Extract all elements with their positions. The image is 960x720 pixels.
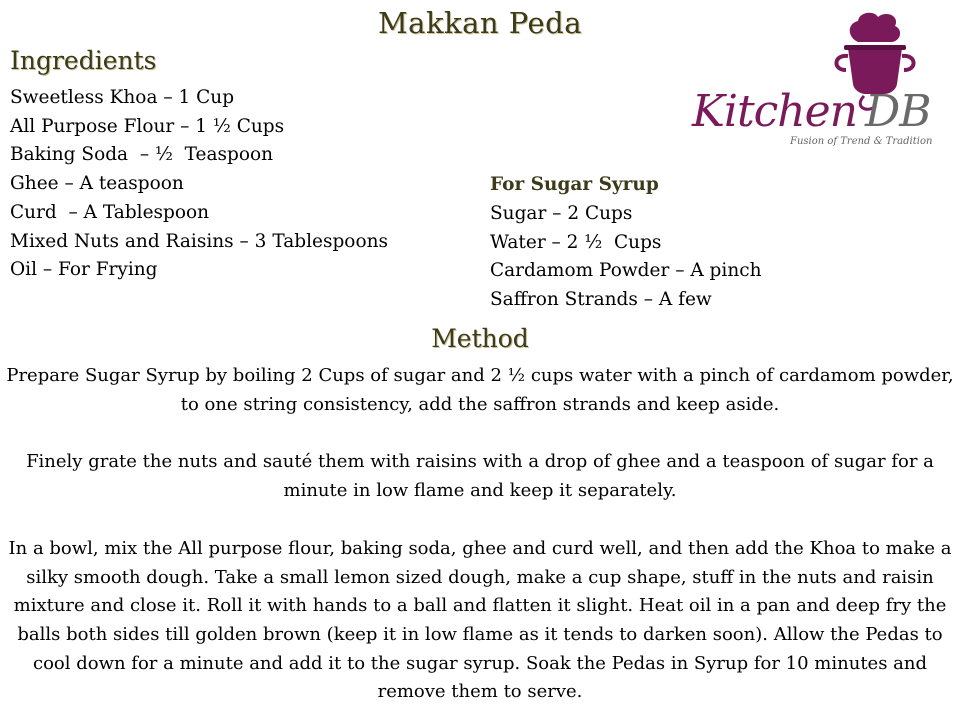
ingredients-heading: Ingredients bbox=[10, 46, 157, 75]
syrup-item: Sugar – 2 Cups bbox=[490, 203, 633, 224]
ingredient-item: Ghee – A teaspoon bbox=[10, 173, 184, 195]
recipe-title: Makkan Peda bbox=[377, 6, 583, 40]
sugar-syrup-list bbox=[490, 200, 762, 315]
ingredient-item: Curd – A Tablespoon bbox=[10, 201, 210, 223]
sugar-syrup-heading: For Sugar Syrup bbox=[490, 174, 659, 195]
method-step: Finely grate the nuts and sauté them with raisins with a drop of ghee and a teaspoon of sugar for a minute in low flame and keep it separately. bbox=[26, 451, 934, 502]
logo-tagline: Fusion of Trend & Tradition bbox=[790, 136, 933, 147]
logo-word-db: DB bbox=[864, 86, 931, 137]
ingredient-item: All Purpose Flour – 1 ½ Cups bbox=[10, 115, 285, 137]
syrup-item: Cardamom Powder – A pinch bbox=[490, 260, 762, 282]
logo-word-kitchen: Kitchen bbox=[692, 86, 857, 137]
ingredient-item: Sweetless Khoa – 1 Cup bbox=[10, 87, 235, 108]
ingredients-list bbox=[10, 84, 388, 285]
method-step: In a bowl, mix the All purpose flour, baking soda, ghee and curd well, and then add the Khoa to make a silky smooth dough. Take a small lemon sized dough, make a cup shape, stuff in the nuts and raisin mixture and close it. Roll it with hands to a ball and flatten it slight. Heat oil in a pan and deep fry the balls both sides till golden brown (keep it in low flame as it tends to darken soon). Allow the Pedas to cool down for a minute and add it to the sugar syrup. Soak the Pedas in Syrup for 10 minutes and remove them to serve. bbox=[8, 537, 952, 703]
kitchendb-logo bbox=[688, 8, 950, 158]
method-step: Prepare Sugar Syrup by boiling 2 Cups of sugar and 2 ½ cups water with a pinch of cardamom powder, to one string consistency, add the saffron strands and keep aside. bbox=[6, 365, 954, 415]
ingredient-item: Mixed Nuts and Raisins – 3 Tablespoons bbox=[10, 230, 388, 252]
logo-wordmark bbox=[692, 86, 931, 137]
ingredient-item: Oil – For Frying bbox=[10, 259, 158, 281]
syrup-item: Saffron Strands – A few bbox=[490, 289, 712, 311]
method-section bbox=[4, 362, 956, 707]
ingredient-item: Baking Soda – ½ Teaspoon bbox=[10, 144, 274, 166]
method-heading: Method bbox=[431, 324, 529, 353]
syrup-item: Water – 2 ½ Cups bbox=[490, 231, 662, 253]
